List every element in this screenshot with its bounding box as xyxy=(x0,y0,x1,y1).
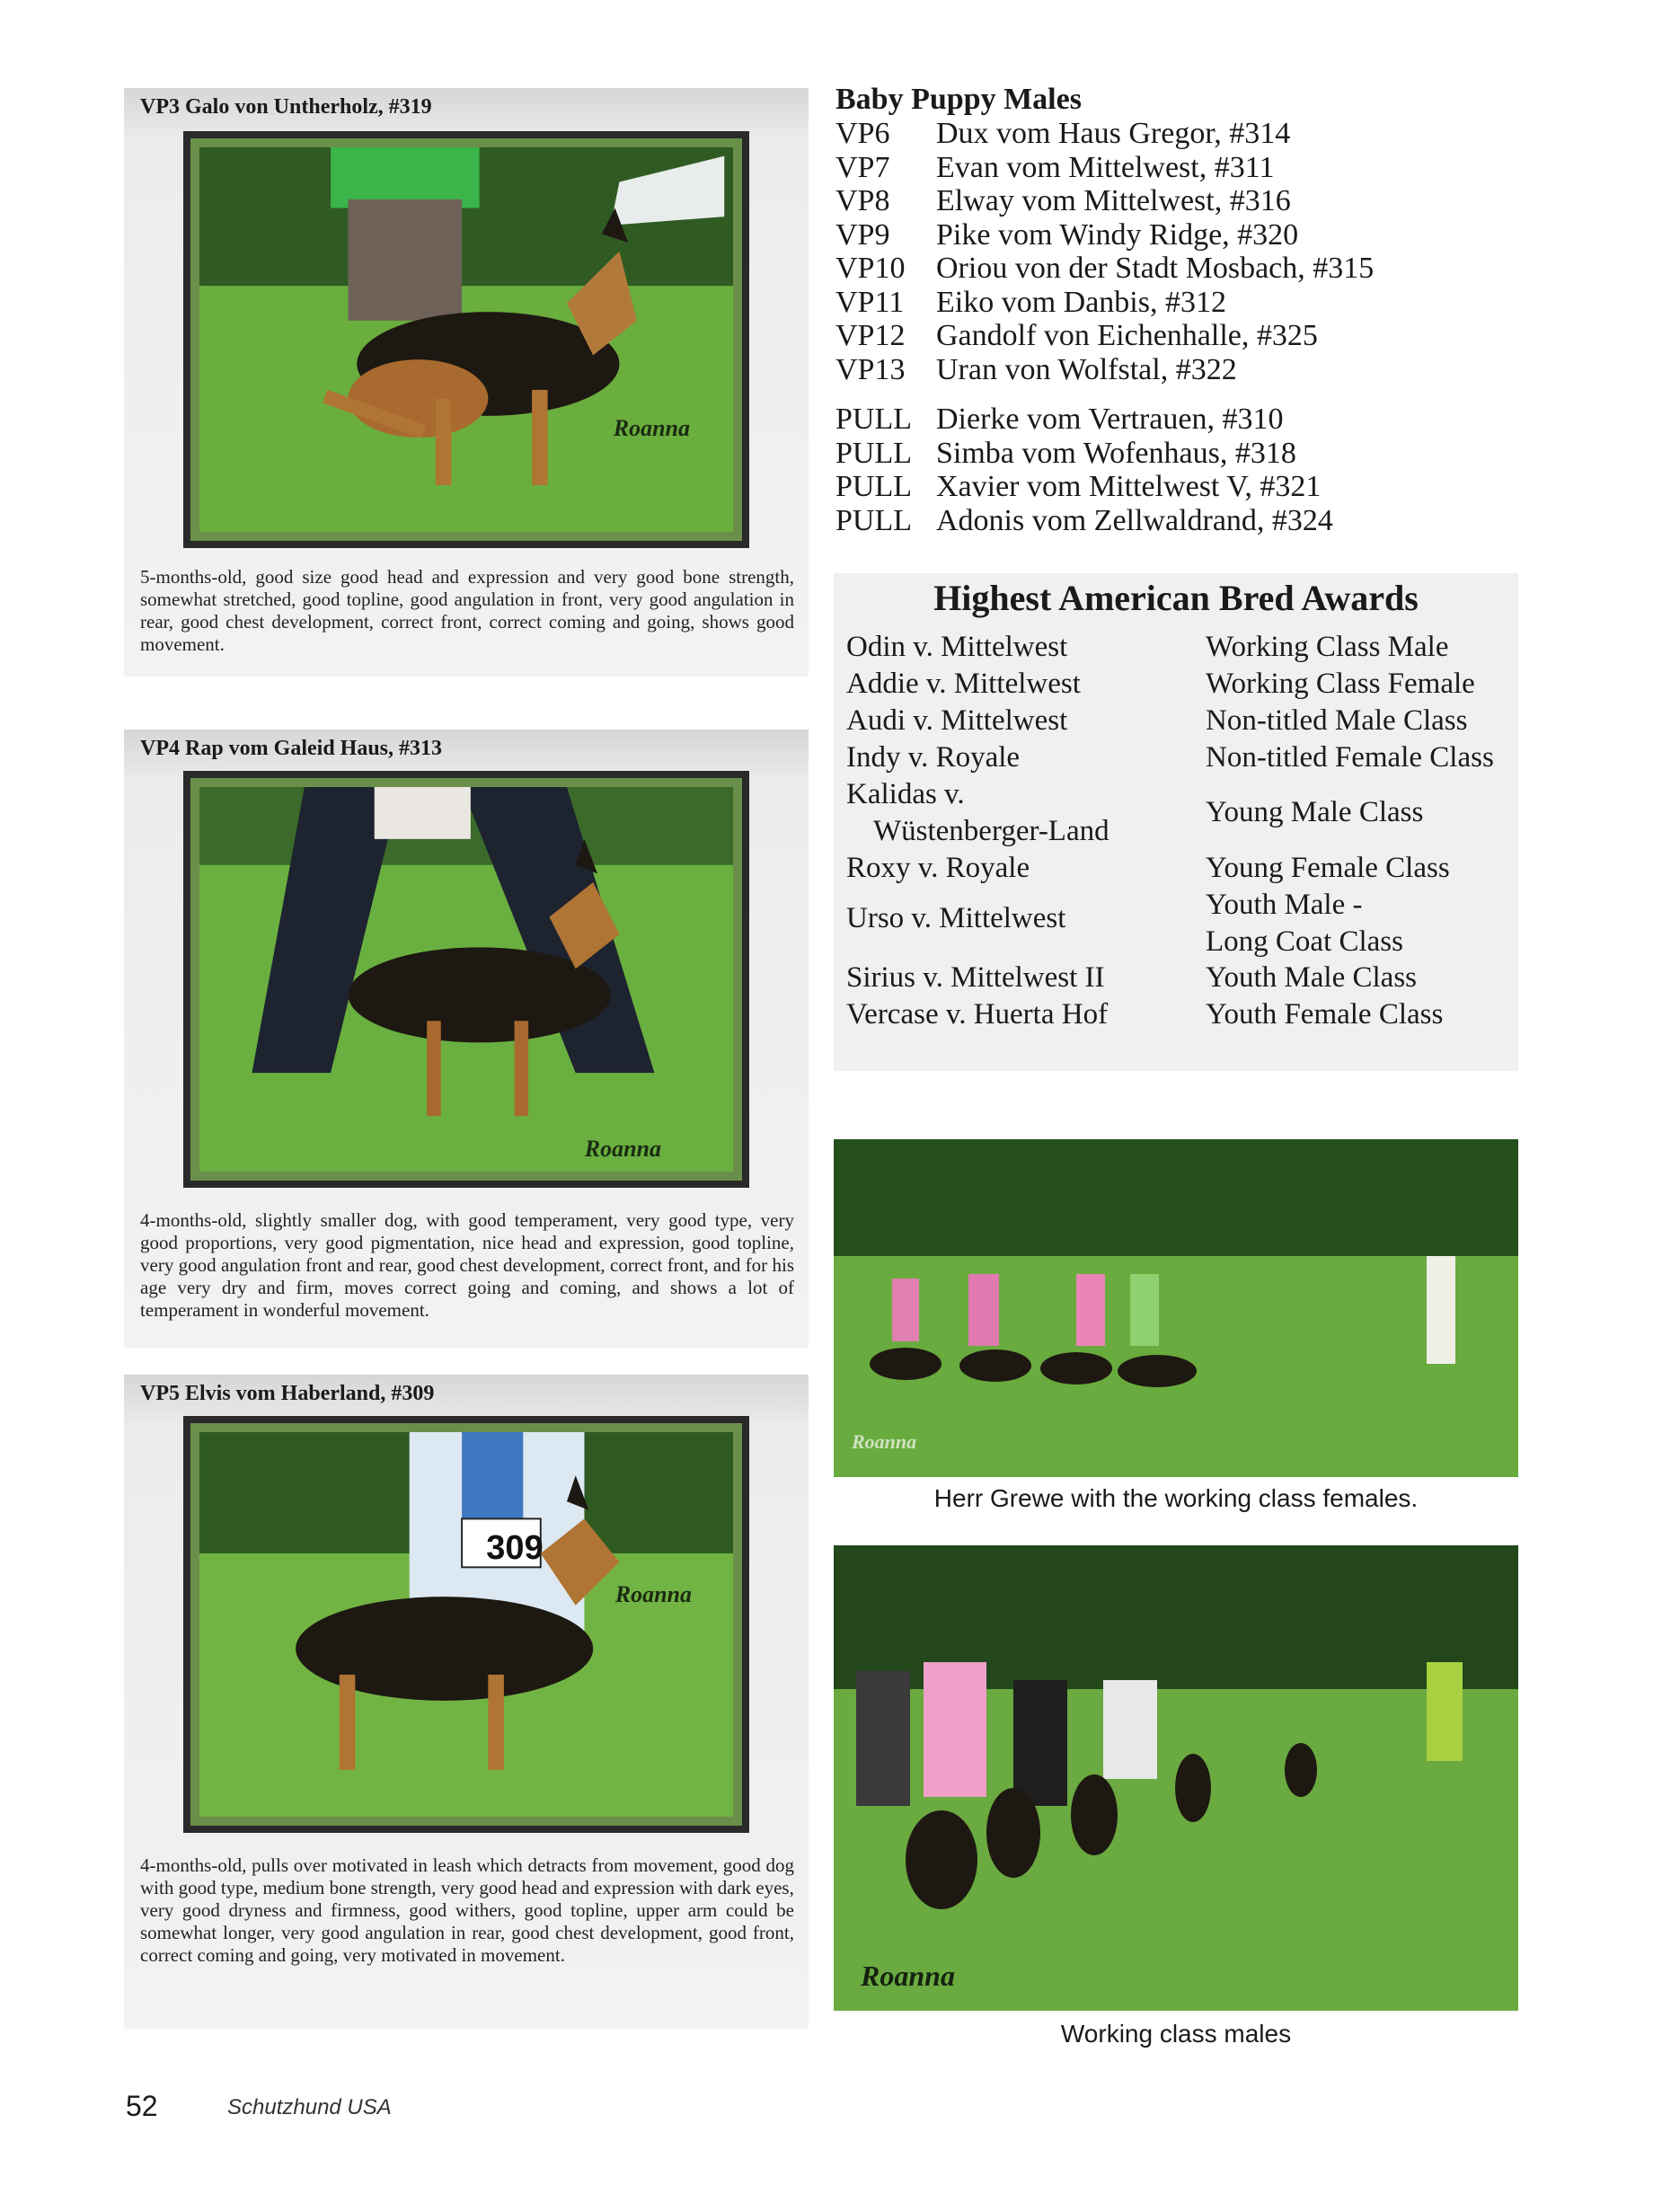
award-class: Young Male Class xyxy=(1206,796,1424,828)
entry-code: VP7 xyxy=(835,150,890,184)
awards-box xyxy=(834,573,1518,1071)
entry-code: PULL xyxy=(835,470,912,503)
dog-photo xyxy=(183,131,749,548)
entry-code: PULL xyxy=(835,436,912,470)
photo-watermark: Roanna xyxy=(614,1581,692,1607)
dog-description: 4-months-old, slightly smaller dog, with good temperament, very good type, very good proportions, very good pigmentation, nice head and expression, good topline, very good angulation front and rear, good chest development, correct front, and for his age very dry and firm, moves correct going and coming, and shows a lot of temperament in wonderful movement. xyxy=(140,1209,794,1321)
dog-photo-illustration xyxy=(199,1432,733,1817)
award-class: Young Female Class xyxy=(1206,852,1450,884)
dog-title: VP4 Rap vom Galeid Haus, #313 xyxy=(140,737,443,760)
awards-title: Highest American Bred Awards xyxy=(933,578,1419,618)
dog-entry-vp3 xyxy=(124,88,809,677)
award-class: Youth Female Class xyxy=(1206,998,1444,1031)
description-line: 4-months-old, pulls over motivated in leash which detracts from movement, good dog with good type, medium bone strength, very good head and expression with dark eyes, xyxy=(140,1854,794,1898)
award-class: Non-titled Male Class xyxy=(1206,704,1468,737)
working-class-females-photo xyxy=(834,1139,1518,1477)
bib-number: 309 xyxy=(486,1529,544,1567)
entry-code: VP11 xyxy=(835,285,905,319)
award-class: Working Class Female xyxy=(1206,668,1475,700)
entry-code: VP9 xyxy=(835,217,890,252)
dog-photo-illustration xyxy=(199,147,733,532)
entry-code: PULL xyxy=(835,503,912,537)
photo-caption: Working class males xyxy=(1060,2020,1292,2048)
entry-code: VP13 xyxy=(835,352,906,386)
entry-name: Adonis vom Zellwaldrand, #324 xyxy=(936,503,1333,537)
award-class: Long Coat Class xyxy=(1206,925,1403,958)
dog-title: VP5 Elvis vom Haberland, #309 xyxy=(140,1382,435,1405)
entry-code: VP8 xyxy=(835,184,890,217)
dog-description: 5-months-old, good size good head and expression and very good bone strength, somewhat stretched, good topline, good angulation in front, very good angulation in rear, good chest development, correct front, correct coming and going, shows good movement. xyxy=(140,566,794,655)
dog-entry-vp4 xyxy=(124,730,809,1348)
entry-name: Evan vom Mittelwest, #311 xyxy=(936,150,1275,184)
dog-photo xyxy=(183,1416,749,1833)
entry-name: Gandolf von Eichenhalle, #325 xyxy=(936,319,1318,352)
baby-puppy-males-heading: Baby Puppy Males xyxy=(835,83,1082,116)
entry-code: VP6 xyxy=(835,117,890,150)
photo-watermark: Roanna xyxy=(852,1430,917,1453)
award-dog: Vercase v. Huerta Hof xyxy=(846,998,1109,1031)
entry-code: VP12 xyxy=(835,319,906,352)
magazine-name: Schutzhund USA xyxy=(227,2095,392,2119)
award-class: Youth Male - xyxy=(1206,889,1363,921)
dog-photo-illustration xyxy=(199,787,733,1172)
entry-name: Oriou von der Stadt Mosbach, #315 xyxy=(936,252,1375,285)
award-dog: Urso v. Mittelwest xyxy=(846,902,1066,934)
entry-name: Eiko vom Danbis, #312 xyxy=(936,285,1226,319)
entry-name: Dierke vom Vertrauen, #310 xyxy=(936,403,1284,436)
photo-watermark: Roanna xyxy=(584,1136,661,1162)
award-class: Youth Male Class xyxy=(1206,961,1418,994)
entry-code: PULL xyxy=(835,403,912,436)
dog-entry-vp5 xyxy=(124,1375,809,2029)
entry-name: Xavier vom Mittelwest V, #321 xyxy=(936,470,1322,503)
entry-code: VP10 xyxy=(835,252,906,285)
entry-name: Pike vom Windy Ridge, #320 xyxy=(936,217,1299,252)
dog-title: VP3 Galo von Untherholz, #319 xyxy=(140,95,432,119)
page-number: 52 xyxy=(126,2090,158,2122)
award-dog: Wüstenberger-Land xyxy=(873,815,1109,847)
entry-name: Uran von Wolfstal, #322 xyxy=(936,352,1237,386)
award-dog: Audi v. Mittelwest xyxy=(846,704,1068,737)
photo-illustration xyxy=(834,1139,1518,1477)
award-class: Working Class Male xyxy=(1206,631,1449,663)
photo-watermark: Roanna xyxy=(861,1960,955,1992)
dog-photo xyxy=(183,771,749,1188)
award-dog: Addie v. Mittelwest xyxy=(846,668,1081,700)
working-class-males-photo xyxy=(834,1545,1518,2011)
award-class: Non-titled Female Class xyxy=(1206,741,1494,774)
entry-name: Elway vom Mittelwest, #316 xyxy=(936,184,1291,217)
award-dog: Kalidas v. xyxy=(846,778,965,810)
award-dog: Indy v. Royale xyxy=(846,741,1021,774)
award-dog: Roxy v. Royale xyxy=(846,852,1030,884)
entry-name: Dux vom Haus Gregor, #314 xyxy=(936,117,1291,150)
description-line: very good dryness and firmness, good withers, good topline, upper arm could be somewhat longer, very good angulation in rear, good chest development, good front, correct coming and going, very motivated in movement. xyxy=(140,1899,794,1966)
dog-description xyxy=(140,1854,794,1967)
photo-watermark: Roanna xyxy=(613,415,690,441)
photo-caption: Herr Grewe with the working class females. xyxy=(933,1484,1419,1512)
entry-name: Simba vom Wofenhaus, #318 xyxy=(936,436,1296,470)
award-dog: Odin v. Mittelwest xyxy=(846,631,1068,663)
award-dog: Sirius v. Mittelwest II xyxy=(846,961,1105,994)
photo-illustration xyxy=(834,1545,1518,2011)
